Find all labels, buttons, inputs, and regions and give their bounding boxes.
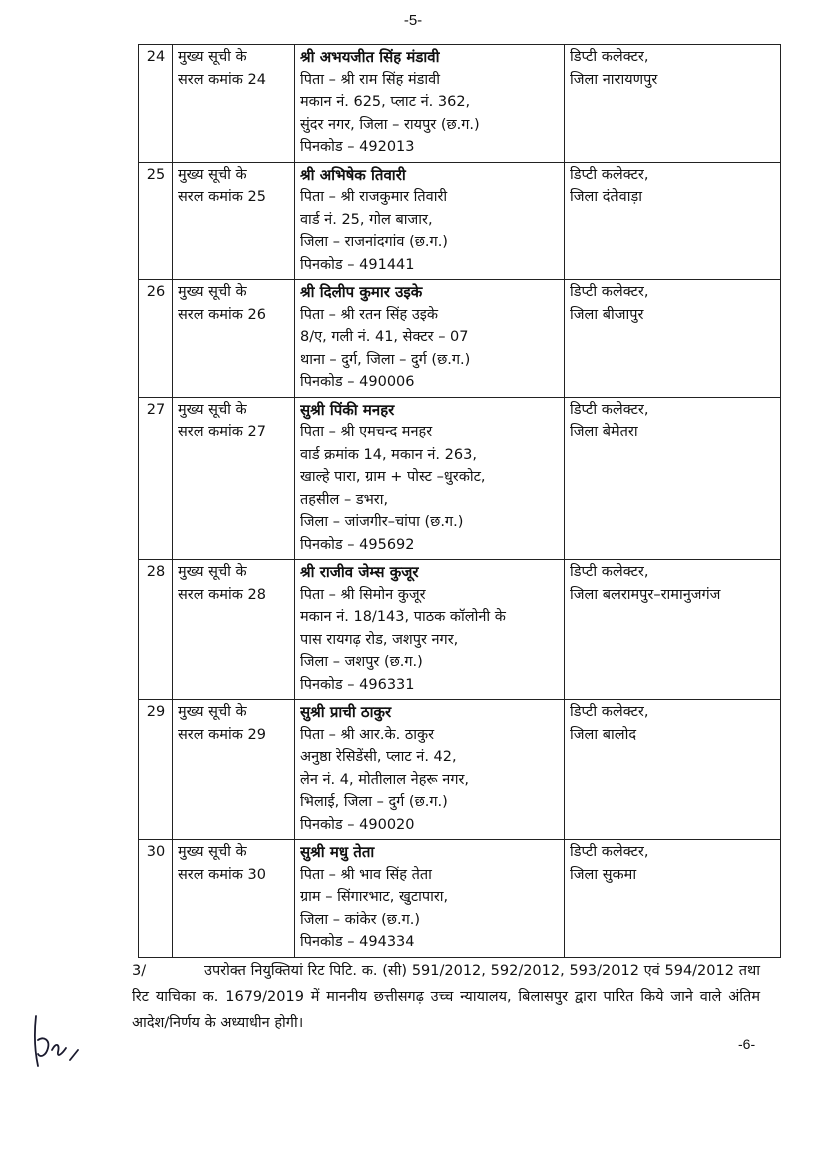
reference-line: मुख्य सूची के <box>178 704 247 720</box>
address-line: पिता – श्री आर.के. ठाकुर <box>300 726 435 743</box>
post-district: जिला सुकमा <box>570 866 637 883</box>
reference-line: सरल कमांक 28 <box>178 586 266 603</box>
candidate-name: श्री अभिषेक तिवारी <box>300 165 406 184</box>
post-title: डिप्टी कलेक्टर, <box>570 844 649 860</box>
posting <box>565 45 781 163</box>
post-district: जिला बीजापुर <box>570 306 644 323</box>
address-line: पिनकोड – 496331 <box>300 676 415 693</box>
serial-number: 29 <box>139 700 173 840</box>
address-line: वार्ड क्रमांक 14, मकान नं. 263, <box>300 446 477 463</box>
candidate-details <box>295 162 565 280</box>
table-row <box>139 397 781 560</box>
address-line: मकान नं. 18/143, पाठक कॉलोनी के <box>300 609 506 625</box>
address-line: पिता – श्री भाव सिंह तेता <box>300 866 432 883</box>
main-list-reference <box>173 45 295 163</box>
main-list-reference <box>173 840 295 958</box>
candidate-details <box>295 560 565 700</box>
candidate-details <box>295 45 565 163</box>
posting <box>565 700 781 840</box>
post-title: डिप्टी कलेक्टर, <box>570 166 649 183</box>
address-line: पिनकोड – 490020 <box>300 816 415 833</box>
reference-line: मुख्य सूची के <box>178 844 247 860</box>
main-list-reference <box>173 397 295 560</box>
post-title: डिप्टी कलेक्टर, <box>570 49 649 65</box>
reference-line: सरल कमांक 24 <box>178 71 266 88</box>
posting <box>565 840 781 958</box>
candidate-name: सुश्री मधु तेता <box>300 843 375 861</box>
address-line: 8/ए, गली नं. 41, सेक्टर – 07 <box>300 329 469 345</box>
post-district: जिला बेमेतरा <box>570 424 638 440</box>
main-list-reference <box>173 162 295 280</box>
post-district: जिला दंतेवाड़ा <box>570 189 643 205</box>
reference-line: मुख्य सूची के <box>178 166 247 183</box>
post-district: जिला बालोद <box>570 726 637 743</box>
appointments-table <box>138 44 781 958</box>
reference-line: सरल कमांक 30 <box>178 866 266 883</box>
address-line: सुंदर नगर, जिला – रायपुर (छ.ग.) <box>300 116 480 133</box>
address-line: पिनकोड – 494334 <box>300 934 415 950</box>
main-list-reference <box>173 280 295 398</box>
candidate-name: श्री दिलीप कुमार उइके <box>300 283 423 301</box>
candidate-details <box>295 397 565 560</box>
reference-line: मुख्य सूची के <box>178 49 247 65</box>
address-line: पास रायगढ़ रोड, जशपुर नगर, <box>300 631 459 648</box>
serial-number: 25 <box>139 162 173 280</box>
post-title: डिप्टी कलेक्टर, <box>570 284 649 300</box>
main-list-reference <box>173 560 295 700</box>
paragraph-number: 3/ <box>132 963 147 979</box>
serial-number: 27 <box>139 397 173 560</box>
serial-number: 30 <box>139 840 173 958</box>
address-line: पिता – श्री सिमोन कुजूर <box>300 586 426 603</box>
address-line: जिला – राजनांदगांव (छ.ग.) <box>300 234 448 250</box>
reference-line: सरल कमांक 27 <box>178 424 266 440</box>
condition-paragraph <box>132 958 760 1036</box>
table-row <box>139 700 781 840</box>
address-line: अनुष्ठा रेसिडेंसी, प्लाट नं. 42, <box>300 749 457 765</box>
next-page-number: -6- <box>738 1036 756 1052</box>
candidate-name: श्री राजीव जेम्स कुजूर <box>300 563 419 581</box>
address-line: मकान नं. 625, प्लाट नं. 362, <box>300 94 471 110</box>
address-line: जिला – जशपुर (छ.ग.) <box>300 654 423 670</box>
candidate-details <box>295 280 565 398</box>
address-line: ग्राम – सिंगारभाट, खुटापारा, <box>300 889 449 905</box>
post-title: डिप्टी कलेक्टर, <box>570 704 649 720</box>
address-line: पिनकोड – 490006 <box>300 374 415 390</box>
address-line: थाना – दुर्ग, जिला – दुर्ग (छ.ग.) <box>300 351 471 368</box>
candidate-name: सुश्री पिंकी मनहर <box>300 400 395 419</box>
post-district: जिला नारायणपुर <box>570 71 658 88</box>
reference-line: सरल कमांक 26 <box>178 306 266 323</box>
page-number: -5- <box>403 12 423 29</box>
posting <box>565 162 781 280</box>
candidate-details <box>295 840 565 958</box>
address-line: तहसील – डभरा, <box>300 491 389 508</box>
serial-number: 26 <box>139 280 173 398</box>
signature-mark <box>28 1010 84 1070</box>
address-line: वार्ड नं. 25, गोल बाजार, <box>300 211 433 228</box>
table-row <box>139 840 781 958</box>
candidate-name: श्री अभयजीत सिंह मंडावी <box>300 48 440 66</box>
table-row <box>139 45 781 163</box>
address-line: लेन नं. 4, मोतीलाल नेहरू नगर, <box>300 771 470 788</box>
posting <box>565 560 781 700</box>
post-title: डिप्टी कलेक्टर, <box>570 401 649 418</box>
address-line: जिला – जांजगीर–चांपा (छ.ग.) <box>300 514 464 530</box>
serial-number: 28 <box>139 560 173 700</box>
address-line: पिता – श्री राजकुमार तिवारी <box>300 189 448 205</box>
post-district: जिला बलरामपुर–रामानुजगंज <box>570 586 721 603</box>
candidate-name: सुश्री प्राची ठाकुर <box>300 703 392 721</box>
table-row <box>139 162 781 280</box>
posting <box>565 397 781 560</box>
reference-line: सरल कमांक 25 <box>178 189 266 205</box>
posting <box>565 280 781 398</box>
address-line: पिनकोड – 491441 <box>300 256 415 273</box>
address-line: खाल्हे पारा, ग्राम + पोस्ट –धुरकोट, <box>300 469 486 485</box>
address-line: भिलाई, जिला – दुर्ग (छ.ग.) <box>300 794 448 810</box>
reference-line: सरल कमांक 29 <box>178 726 266 743</box>
address-line: पिता – श्री राम सिंह मंडावी <box>300 71 440 88</box>
reference-line: मुख्य सूची के <box>178 401 247 418</box>
address-line: पिता – श्री एमचन्द मनहर <box>300 424 433 440</box>
address-line: पिनकोड – 495692 <box>300 536 415 553</box>
address-line: पिता – श्री रतन सिंह उइके <box>300 306 439 323</box>
table-row <box>139 280 781 398</box>
address-line: जिला – कांकेर (छ.ग.) <box>300 911 420 928</box>
main-list-reference <box>173 700 295 840</box>
address-line: पिनकोड – 492013 <box>300 139 415 155</box>
paragraph-text: उपरोक्त नियुक्तियां रिट पिटि. क. (सी) 591/2012, 592/2012, 593/2012 एवं 594/2012 तथा रिट याचिका क. 1679/2019 में माननीय छत्तीसगढ़ उच्च न्यायालय, बिलासपुर द्वारा पारित किये जाने वाले अंतिम आदेश/निर्णय के अध्याधीन होगी। <box>132 963 760 1031</box>
table-row <box>139 560 781 700</box>
candidate-details <box>295 700 565 840</box>
reference-line: मुख्य सूची के <box>178 564 247 580</box>
post-title: डिप्टी कलेक्टर, <box>570 564 649 580</box>
serial-number: 24 <box>139 45 173 163</box>
reference-line: मुख्य सूची के <box>178 284 247 300</box>
